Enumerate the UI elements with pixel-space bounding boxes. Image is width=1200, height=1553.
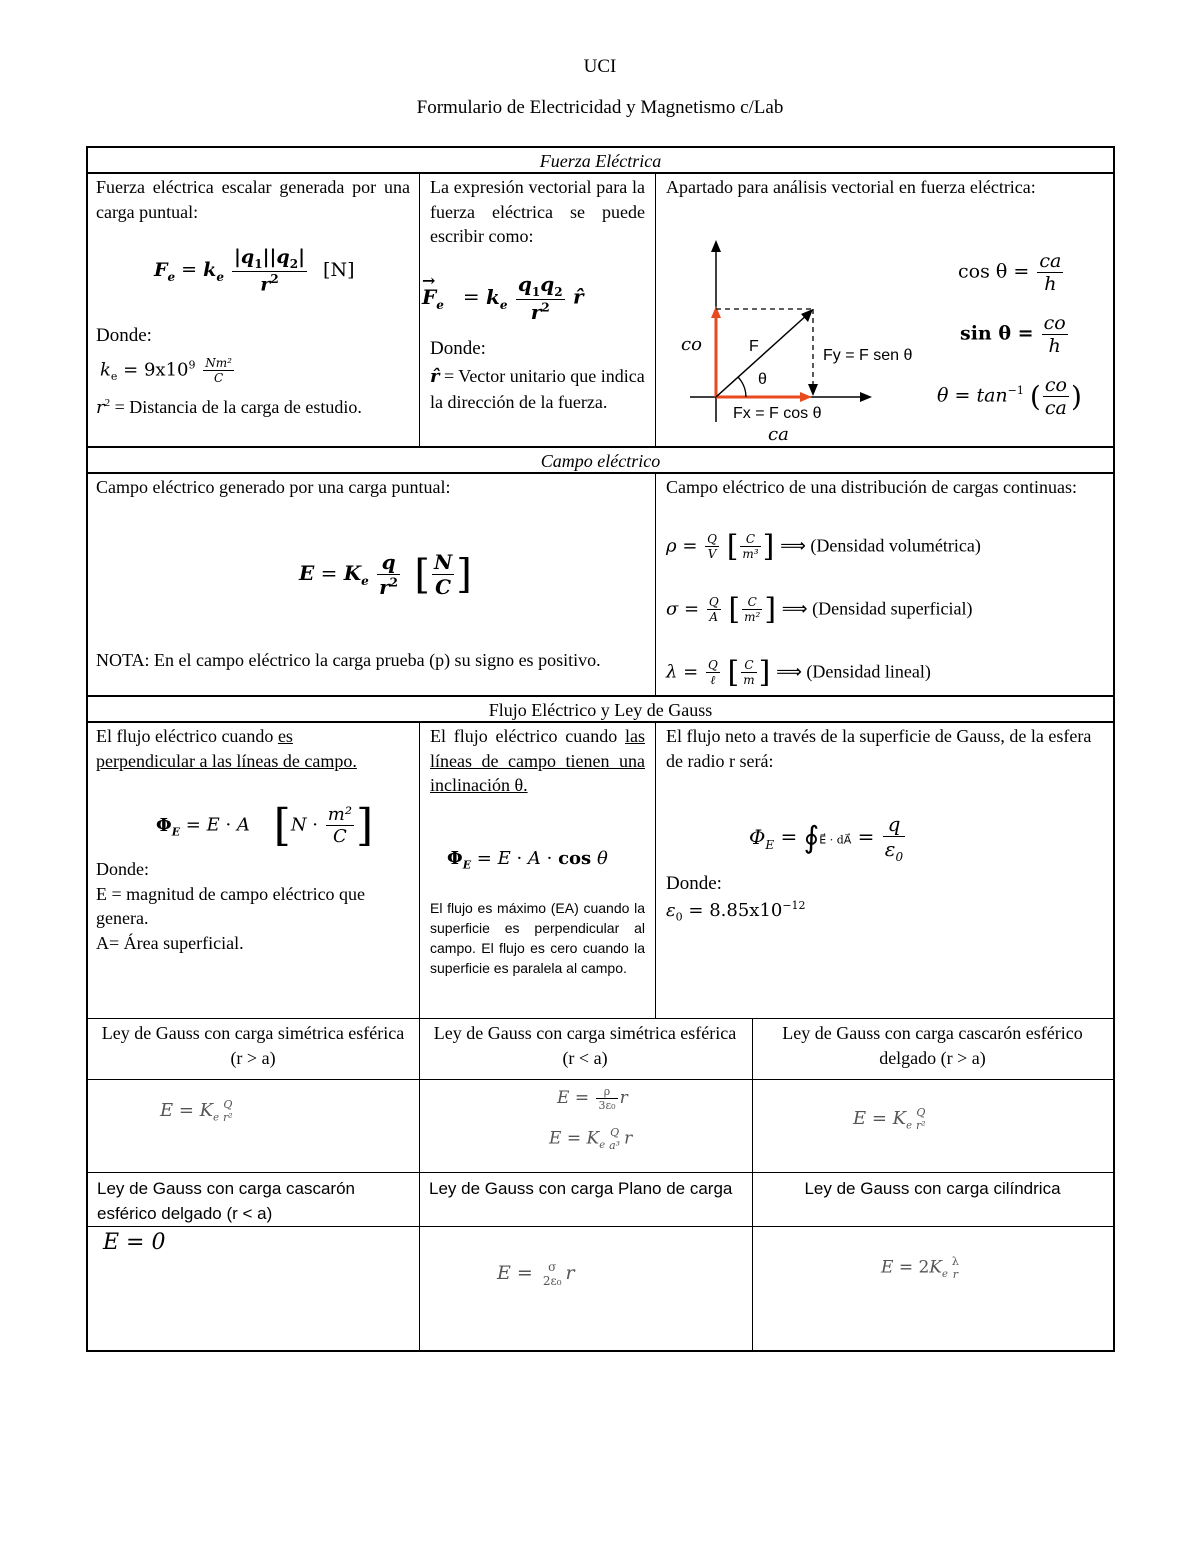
flujo-perp-formula: $\Phi_E = E \cdot A$ [N · $\frac{\text{m²}}{C}$ ] [156, 800, 374, 851]
flujo-donde-eps: Donde: [666, 873, 722, 894]
flujo-incl-formula: $\Phi_E = E \cdot A \cdot \cos \theta$ [447, 848, 608, 872]
gauss-header-5 [419, 1172, 753, 1227]
gauss-h4-text: Ley de Gauss con carga cascarón esférico delgado (r < a) [97, 1179, 355, 1223]
flujo-title-row [86, 695, 1115, 723]
gauss-formula-3 [752, 1079, 1115, 1173]
gauss-header-1 [86, 1018, 420, 1080]
fuerza-vector-desc: La expresión vectorial para la fuerza eléctrica se puede escribir como: [430, 177, 645, 246]
fuerza-scalar-desc: Fuerza eléctrica escalar generada por una carga puntual: [96, 177, 410, 222]
diagram-co-label: co [681, 334, 702, 355]
gauss-law-formula: $\Phi_E$ = ∮E⃗ · dA⃗ = $\frac{q}{\varepsilon_0}$ [749, 812, 904, 864]
flujo-incl-desc: El flujo eléctrico cuando las líneas de campo tienen una inclinación θ. [430, 726, 645, 795]
sin-formula: sin θ = $\frac{co}{h}$ [960, 312, 1066, 357]
ke-value: = 9x10 [123, 359, 189, 381]
campo-nota: NOTA: En el campo eléctrico la carga prueba (p) su signo es positivo. [96, 650, 601, 670]
fuerza-donde-1: Donde: [96, 325, 152, 346]
rhat-definition: r̂ = Vector unitario que indica la dirección de la fuerza. [430, 366, 645, 412]
diagram-fx-label: Fx = F cos θ [733, 405, 822, 422]
gauss-formula-cascaron-in: E = 0 [103, 1230, 166, 1255]
ke-label: k [100, 359, 111, 381]
gauss-formula-1 [86, 1079, 420, 1173]
flujo-note: El flujo es máximo (EA) cuando la superficie es perpendicular al campo. El flujo es cero cuando la superficie es paralela al campo. [430, 900, 645, 976]
gauss-h1-text: Ley de Gauss con carga simétrica esférica (r > a) [101, 1023, 405, 1068]
sigma-formula: σ = $\frac{Q}{A}$ [ $\frac{C}{\text{m²}}$ ] ⟹ (Densidad superficial) [666, 592, 973, 627]
flujo-gauss-desc: El flujo neto a través de la superficie de Gauss, de la esfera de radio r será: [666, 726, 1092, 771]
ke-constant: $k_e = 9x10^9$ $\frac{\text{Nm²}}{C}$ [100, 356, 232, 385]
campo-continua-desc: Campo eléctrico de una distribución de cargas continuas: [666, 477, 1078, 497]
gauss-h5-text: Ley de Gauss con carga Plano de carga [429, 1179, 733, 1198]
gauss-formula-5 [419, 1226, 753, 1352]
campo-formula: $E = K_e$ $\frac{q}{r^2}$ [ $\frac{N}{C}$ ] [299, 550, 472, 599]
angle-arc [738, 377, 746, 397]
gauss-h2-text: Ley de Gauss con carga simétrica esférica (r < a) [433, 1023, 737, 1068]
header-uci: UCI [583, 56, 617, 77]
gauss-formula-cilindrica: $E = 2K_e$ λ r [881, 1255, 959, 1281]
fuerza-title: Fuerza Eléctrica [539, 151, 662, 171]
lambda-formula: λ = $\frac{Q}{\text{ℓ}}$ [ $\frac{C}{m}$ ] ⟹ (Densidad lineal) [666, 655, 931, 690]
flujo-donde: Donde: E = magnitud de campo eléctrico que genera. A= Área superficial. [96, 859, 366, 953]
theta-formula: $\theta = \tan^{-1}$ ( $\frac{co}{ca}$ ) [937, 374, 1082, 419]
gauss-header-6 [752, 1172, 1115, 1227]
cos-formula: cos θ = $\frac{ca}{h}$ [958, 250, 1062, 295]
rho-formula: ρ = $\frac{Q}{V}$ [ $\frac{C}{\text{m³}}$ ] ⟹ (Densidad volumétrica) [666, 529, 981, 564]
diagram-ca-label: ca [768, 424, 789, 445]
flujo-perp-desc: El flujo eléctrico cuando es perpendicular a las líneas de campo. [96, 726, 357, 771]
diagram-F-label: F [749, 338, 759, 355]
gauss-header-3 [752, 1018, 1115, 1080]
fuerza-unit: [N] [323, 258, 355, 281]
gauss-formula-cascaron-out: $E = K_e$ Q r² [853, 1106, 926, 1132]
gauss-h6-text: Ley de Gauss con carga cilíndrica [804, 1179, 1061, 1198]
campo-puntual-desc: Campo eléctrico generado por una carga puntual: [96, 477, 451, 497]
gauss-header-4 [86, 1172, 420, 1227]
gauss-formula-esferica-in-2: $E = K_e$ Q a³ r [549, 1126, 633, 1152]
diagram-theta-label: θ [758, 371, 767, 388]
campo-title-row [86, 446, 1115, 474]
gauss-header-2 [419, 1018, 753, 1080]
fuerza-vector-formula: $F_e$ → = $k_e$ $\frac{q_1q_2}{r^2}$ r̂ [422, 270, 584, 324]
gauss-h3-text: Ley de Gauss con carga cascarón esférico delgado (r > a) [782, 1023, 1083, 1068]
diagram-fy-label: Fy = F sen θ [823, 347, 913, 364]
r2-definition: $r^2$ = Distancia de la carga de estudio. [96, 397, 362, 418]
fuerza-title-row [86, 146, 1115, 174]
fuerza-scalar-formula: $F_e = k_e$ $\frac{|q_1||q_2|}{r^2}$ [N] [154, 246, 355, 296]
campo-title: Campo eléctrico [540, 451, 661, 471]
y-axis-arrowhead [711, 240, 721, 252]
flujo-title: Flujo Eléctrico y Ley de Gauss [488, 700, 713, 720]
gauss-formula-esferica-out: $E = K_e$ Q r² [160, 1098, 233, 1124]
gauss-formula-plano: E = σ 2ε₀ r [497, 1260, 575, 1288]
x-axis-arrowhead [860, 392, 872, 402]
document-title: Formulario de Electricidad y Magnetismo c/Lab [416, 97, 784, 118]
fuerza-donde-2: Donde: [430, 338, 486, 359]
vector-analysis-desc: Apartado para análisis vectorial en fuerza eléctrica: [666, 177, 1036, 197]
gauss-formula-esferica-in-1: E = $\frac{\rho}{\text{3ε₀}}$ r [557, 1085, 628, 1112]
epsilon-constant: $\varepsilon_0 = 8.85x10^{-12}$ [666, 899, 806, 924]
gauss-formula-6 [752, 1226, 1115, 1352]
